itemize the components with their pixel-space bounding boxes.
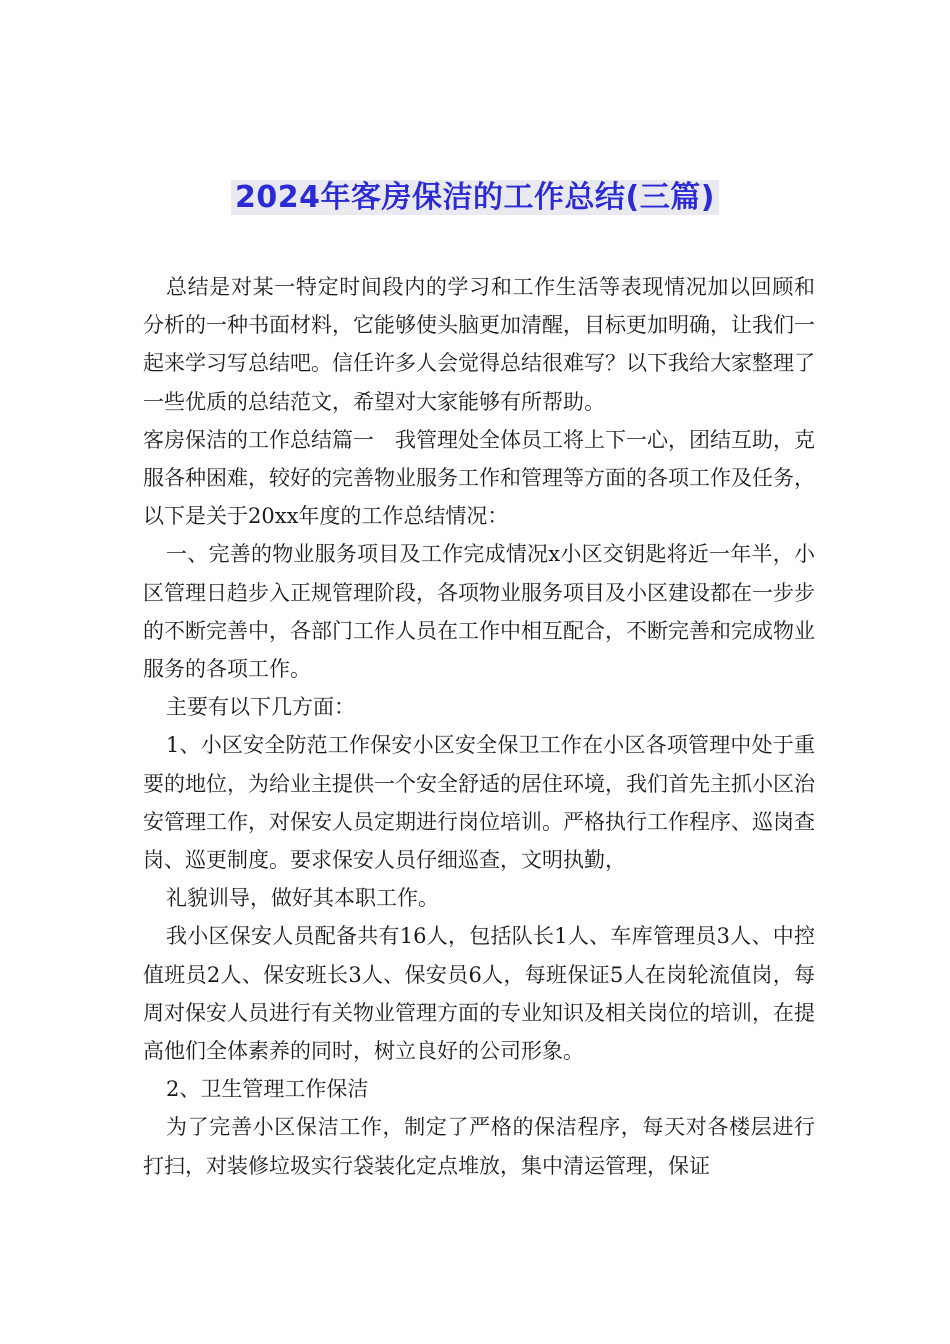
paragraph-courtesy: 礼貌训导，做好其本职工作。 [166,886,439,911]
document-title [0,178,950,218]
paragraph-security: 1、小区安全防范工作保安小区安全保卫工作在小区各项管理中处于重要的地位，为给业主提供一个安全舒适的居住环境，我们首先主抓小区治安管理工作，对保安人员定期进行岗位培训。严格执行工作程序、巡岗查岗、巡更制度。要求保安人员仔细巡查，文明执勤， [143,733,815,873]
paragraph-cleaning: 为了完善小区保洁工作，制定了严格的保洁程序，每天对各楼层进行打扫，对装修垃圾实行袋装化定点堆放，集中清运管理，保证 [143,1115,815,1178]
paragraph-hygiene-heading: 2、卫生管理工作保洁 [166,1077,369,1102]
paragraph-section-one: 一、完善的物业服务项目及工作完成情况x小区交钥匙将近一年半，小区管理日趋步入正规管理阶段，各项物业服务项目及小区建设都在一步步的不断完善中，各部门工作人员在工作中相互配合，不断完善和完成物业服务的各项工作。 [143,542,815,682]
document-title-text: 2024年客房保洁的工作总结(三篇) [231,180,719,215]
paragraph-chapter-one: 客房保洁的工作总结篇一 我管理处全体员工将上下一心，团结互助，克服各种困难，较好的完善物业服务工作和管理等方面的各项工作及任务，以下是关于20xx年度的工作总结情况： [143,427,815,529]
document-body [143,268,815,1185]
paragraph-intro: 总结是对某一特定时间段内的学习和工作生活等表现情况加以回顾和分析的一种书面材料，它能够使头脑更加清醒，目标更加明确，让我们一起来学习写总结吧。信任许多人会觉得总结很难写？以下我给大家整理了一些优质的总结范文，希望对大家能够有所帮助。 [143,275,815,414]
paragraph-main-aspects: 主要有以下几方面： [166,695,355,720]
paragraph-staffing: 我小区保安人员配备共有16人，包括队长1人、车库管理员3人、中控值班员2人、保安班长3人、保安员6人，每班保证5人在岗轮流值岗，每周对保安人员进行有关物业管理方面的专业知识及相关岗位的培训，在提高他们全体素养的同时，树立良好的公司形象。 [143,924,815,1064]
